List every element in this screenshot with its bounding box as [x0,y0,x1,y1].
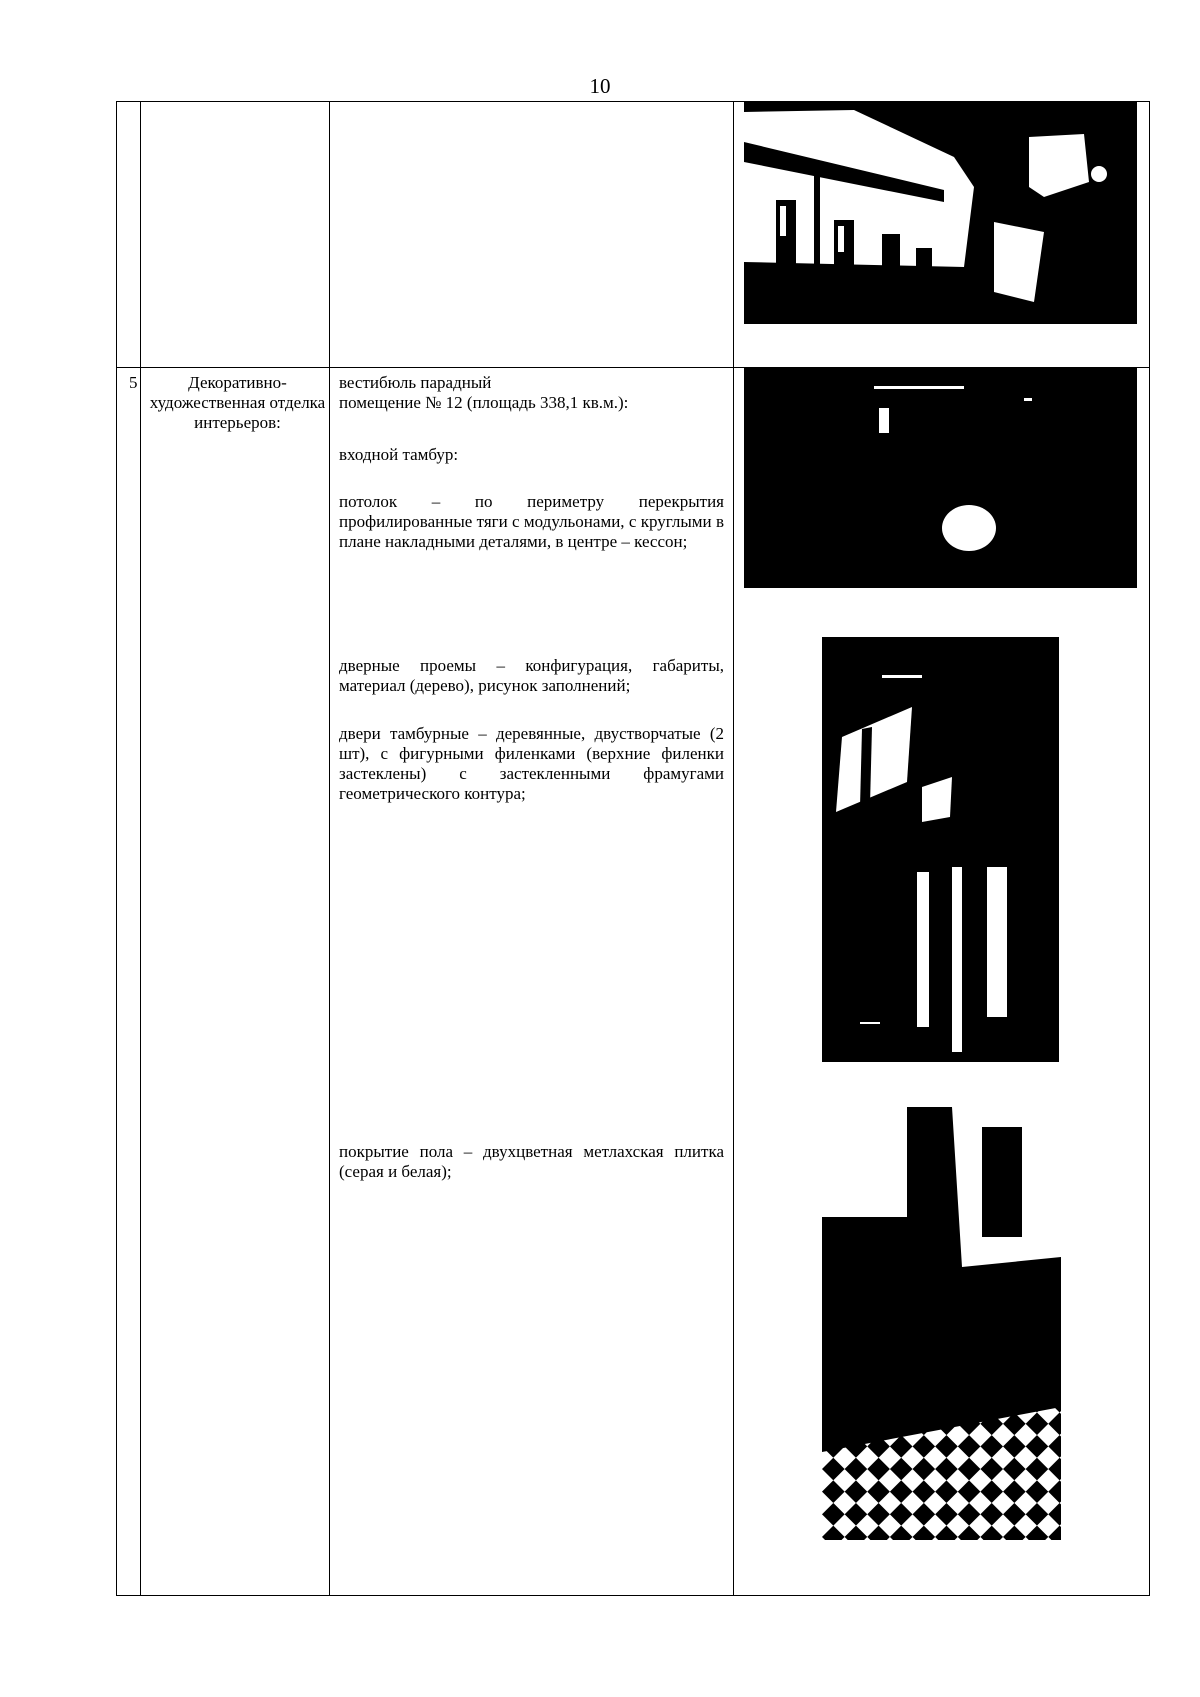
description-line: помещение № 12 (площадь 338,1 кв.м.): [339,393,629,412]
monument-table [116,101,1150,1596]
description-line: вестибюль парадный [339,373,492,392]
page-number: 10 [589,74,611,98]
description-tambour: входной тамбур: [339,445,459,464]
row-number: 5 [129,373,138,392]
description-ceiling: потолок – по периметру перекрытия профилированные тяги с модульонами, с круглыми в плане накладными деталями, в центре – кессон; [339,492,724,551]
column-divider [140,102,141,1595]
row-name: Декоративно-художественная отделка интерьеров: [149,373,326,432]
column-divider [733,102,734,1595]
facade-photo [744,102,1137,324]
floor-photo [822,1107,1061,1540]
column-divider [329,102,330,1595]
ceiling-photo [744,368,1137,588]
doors-photo [822,637,1059,1062]
description-doors: двери тамбурные – деревянные, двустворчатые (2 шт), с фигурными филенками (верхние филенки застеклены) с застекленными фрамугами геометрического контура; [339,724,724,803]
description-heading [339,373,724,413]
description-floor: покрытие пола – двухцветная метлахская плитка (серая и белая); [339,1142,724,1181]
description-doorways: дверные проемы – конфигурация, габариты, материал (дерево), рисунок заполнений; [339,656,724,695]
